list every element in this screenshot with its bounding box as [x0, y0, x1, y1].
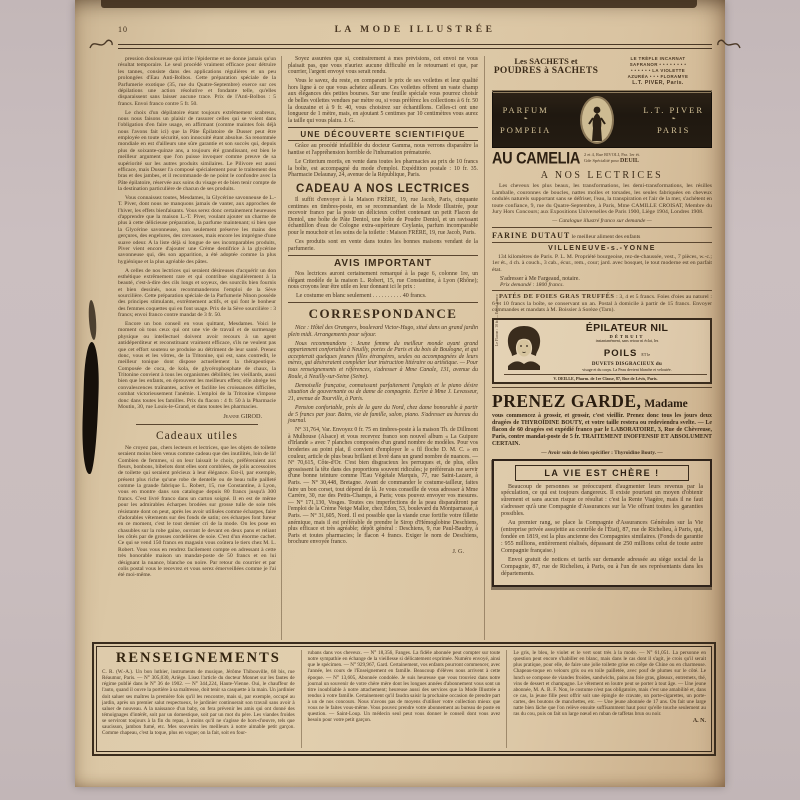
flourish-right-icon	[716, 36, 742, 52]
villeneuve-price: Prix demandé : 1800 francs.	[500, 281, 564, 288]
lectrices-heading: A NOS LECTRICES	[540, 170, 664, 182]
renseignements-text: C. R. (W.-A.). Un bon luthier, instruments de musique, Jérôme Thibouville, 68 bis, rue Réaumur, Paris. — N° 305,030, Ariège. Lisez l'article du docteur Monnet sur les fautes de régime publié dans le N° 36 de 1902. — N° 344,224, Haute-Vienne. Oui, le chauffeur de l'auto, quand il ouvre la portière à sa maîtresse, doit tenir sa casquette à la main. Un jardinier doit saluer ses maîtres la première fois qu'il les rencontre, mais si, par exemple, occupé au jardin, après un premier salut respectueux, le jardinier continuerait son travail sans avoir à saluer de nouveau. A la naissance d'un baby, on fera prévenir les amis qui ont donné des témoignages d'intérêt, soit par un domestique, soit par un mot du père. Les viandes froides se serviront toujours à la fin du repas, à moins qu'il ne s'agisse de hors-d'œuvre, tels que saucisson, jambon fumé, etc. Mes souvenirs les meilleurs à notre aimable petit garçon. Comme chapeau, c'est la toque, plus en vogue; on la fait, soit en four-	[102, 669, 295, 737]
renseignements-box	[96, 646, 712, 752]
pates-ad: PATÉS DE FOIES GRAS TRUFFÉS : 3, 4 et 5 francs. Foies d'oies au naturel : 6 et 10 francs la boîte, se conservant un an. Postal à domicile à partir de 15 francs. Envoyer commandes et mandats à M. Boissier à Sorèze (Tarn).	[492, 290, 712, 314]
piver-sachets-ad	[492, 56, 712, 87]
paper-sheet	[75, 0, 725, 787]
price-line: Le costume en blanc seulement . . . . . . . . . . 40 francs.	[296, 293, 427, 300]
villeneuve-heading: VILLENEUVE-s.-YONNE	[548, 245, 656, 253]
section-divider	[136, 424, 258, 425]
middle-column	[281, 56, 485, 640]
woman-portrait-illustration	[504, 324, 544, 370]
left-column	[118, 56, 281, 640]
article-paragraph: Soyez assurées que si, contrairement à mes prévisions, cet envoi ne vous plaisait pas, que vous n'auriez aucune difficulté en le retournant et que, par courrier, l'argent envoyé vous serait rendu.	[288, 56, 478, 76]
article-paragraph: Ne croyez pas, chers lecteurs et lectrices, que les objets de toilette seraient moins bien venus comme cadeau que des inutilités, loin de là! Combien de femmes, si on leur laissait le choix, préféreraient aux fleurs, bonbons, bibelots dont elles sont comblées, de jolis accessoires de toilette qui seraient précieux à leur élégance. Est-il, par exemple, présent plus riche qu'une robe de dentelle ou de beau tulle pailleté comme la grande fabrique L. Robert, 15, rue Constantine, à Lyon, vous en montre dans son catalogue depuis 80 francs jusqu'à 300 francs. C'est livré franco dans un carton soigné. Il en est de même pour les admirables écharpes brodées sur grosse tulle de soie très résistante dont on peut, après les avoir utilisées comme écharpes, faire d'adorables vêtements sur des fonds de satin; ces écharpes font fureur en ce moment, c'est le tout dernier cri de la mode. On les pose en chasubles sur la robe gaine, ouvrant le devant en deux pans et reliant les côtés par de grosses cordelières de soie. C'est d'un énorme cachet. Ce qui se vend 150 francs en magasin vous coûtera le tiers chez M. L. Robert. Vous vous en rendrez facilement compte en adressant à cette très honorable maison un mandat-poste de 50 francs et en lui désignant la nuance, blanche ou noire. Par retour du courrier et par colis postal vous le recevrez et vous serez émerveillées comme je l'ai été moi-même.	[118, 444, 276, 579]
article-paragraph: A celles de nos lectrices qui seraient désireuses d'acquérir un don esthétique extrêmement rare et qui contribue singulièrement à la beauté, c'est-à-dire des cils longs et soyeux, des sourcils bien fournis et bien dessinés, nous recommanderons l'emploi de la Sève sourcilière. Cette préparation spéciale de la Parfumerie Ninon possède des principes stimulants, extrêmement actifs, et qui font le bonheur des femmes coquettes qui en font usage. Prix de la Sève sourcilière : 3 francs; envoi franco contre mandat de 3 fr. 50.	[118, 267, 276, 319]
prenez-garde-body: vous commencez à grossir, et grossir, c'est vieillir. Prenez donc tous les jours deux dragées de THYROÏDINE BOUTY, et votre taille restera ou redeviendra svelte. — Le flacon de 60 dragées est expédié franco par le LABORATOIRE, 3, Rue de Chèvreuse, Paris, contre mandat-poste de 5 fr. TRAITEMENT INOFFENSIF ET ABSOLUMENT CERTAIN.	[492, 412, 712, 448]
renseignements-text: rubans dans vos cheveux. — N° 18,356, Fanges. La fidèle abonnée peut compter sur toute notre sympathie en échange de la vieillesse si délicatement exprimée. Numéro envoyé, ainsi que le spécimen. — N° 929,967, Gard. Certainement, vos enfants pourront commencer, avec l'année, les cours de l'Enseignement en famille. Beaucoup d'élèves nous arrivent à cette époque. — N° 13,605, Abonnée condolée. Je suis heureuse que vous trouviez dans notre journal un souvenir de votre chère mère dont les longues années d'abonnement vous sont un titre inoubliable à notre attachement; heureuse aussi des services que la Mode Illustrée a rendus à votre famille. Certainement qu'il faudra saisir la prochaine occasion de prendre part à un de nos concours. Nous n'avons pas de moyens d'utiliser votre collection mieux que vous ne le faites vous-même. Vous pouvez prendre votre abonnement au bureau de poste en question. — Saint-Loup. Un médecin seul peut vous donner le conseil dont vous avez besoin pour votre petit garçon.	[307, 650, 501, 724]
prenez-garde-ad: PRENEZ GARDE, Madame vous commencez à grossir, et grossir, c'est vieillir. Prenez donc tous les jours deux dragées de THYROÏDINE BOUTY, et votre taille restera ou redeviendra svelte. — Le flacon de 60 dragées est expédié franco par le LABORATOIRE, 3, Rue de Chèvreuse, Paris, contre mandat-poste de 5 fr. TRAITEMENT INOFFENSIF ET ABSOLUMENT CERTAIN. — Avoir soin de bien spécifier : Thyroïdine Bouty. —	[492, 387, 712, 456]
article-paragraph: Ces produits sont en vente dans toutes les bonnes maisons vendant de la parfumerie.	[288, 238, 478, 252]
article-paragraph: Vous connaissez toutes, Mesdames, la Glycérine savonneuse de L.-T. Piver, dont nous ne manquons jamais de vanter, aux approches de l'hiver, les effets bienfaisants. Vous serez donc certainement heureuses d'apprendre que la maison L.-T. Piver, voulant ajouter un charme de plus à cette délicieuse préparation, la parfume maintenant; si bien que la Glycérine savonneuse, non seulement préserve les mains des gerçures, des engelures, des crevasses, mais encore les imprègne d'une suave odeur. A la liste déjà si longue de ses incomparables produits, Piver vient encore d'ajouter une Crème dentifrice à la glycérine savonneuse qui, dès son apparition, a été adoptée comme la plus hygiénique et la plus agréable des pâtes.	[118, 194, 276, 265]
correspondence-item: Pension confortable, près de la gare du Nord, chez dame honorable à partir de 5 francs par jour. Bains, vie de famille, salon, piano. S'adresser au bureau du journal.	[288, 404, 478, 425]
farine-brand: FARINE DUTAUT	[492, 230, 571, 240]
header-rule	[118, 44, 712, 49]
prenez-garde-note: — Avoir soin de bien spécifier : Thyroïdine Bouty. —	[541, 449, 663, 456]
piver-sachets-title: Les SACHETS et POUDRES à SACHETS	[493, 56, 599, 76]
epilateur-poils: POILS	[603, 348, 638, 360]
villeneuve-contact: S'adresser à Me Fargeaud, notaire.	[500, 275, 580, 282]
pompeia-right-text: L.T. PIVER ❧ PARIS	[643, 104, 704, 135]
vie-chere-paragraph: Envoi gratuit de notices et tarifs sur demande adressée au siège social de la Compagnie, 87, rue de Richelieu, à Paris, ou à l'un de ses représentants dans les départements.	[501, 556, 703, 577]
piver-brand-list: LE TRÈFLE INCARNAT SAFRANOR • • • • • • • • • • • • • • LA VIOLETTE AZURÉA • • • FLORAMYE L.T. PIVER, Paris.	[604, 56, 712, 87]
author-signature: Jeanne GIROD.	[223, 412, 262, 420]
flourish-left-icon	[88, 36, 114, 52]
pates-lead: PATÉS DE FOIES GRAS TRUFFÉS	[499, 293, 615, 301]
epilateur-nil-ad: Le Flacon : 10 fr. — Envoi franco ÉPILATEUR NIL DÉTRUIT instantanément, sans retour ni éclat, les POILS ET le DUVETS DISGRACIEUX du visage et du corps. La Peau devient blanche et veloutée. V. DEILLE, Pharm. de 1re Classe, 87, Rue de Lévis, Paris.	[492, 318, 712, 384]
villeneuve-body: 134 kilomètres de Paris. P. L. M. Propriété bourgeoise, rez-de-chaussée, vest., 7 pièces, w.-c.; 1er ét., 4 ch. à couch., 3 cab., écur., rem., cour; jard. avec bosquet, le tout moderne est en parfait état.	[492, 253, 712, 273]
page-content	[102, 25, 712, 752]
renseignements-text: Le gris, le bleu, le violet et le vert sont très à la mode. — N° 61,051. La personne en question peut encore s'habiller en blanc, mais dans le cas dont il s'agit, je crois qu'il serait plus pratique, pour elle, de faire une jolie toilette grise en crêpe de Chine ou en charmeuse. Chapeau-toque en velours gris ou en toile pailletée, avec pouf de plumes sur le côté. Le lunch se compose de viandes froides, sandwichs, pains au foie gras, gâteaux, entremets, thé, vins de dessert et champagne. Le vêtement en loutre peut se porter à tout âge. — Une jeune abonnée, M. A. B. F. Non, le costume n'est pas obligatoire, mais c'est une amabilité et, dans ce cas, la jeune fille peut offrir soit une épingle de cravate, un porte-cigarettes, un porte-cartes, des boutons de manchettes, etc. — Une jeune abonnée de 17 ans. On fait une large natte bien lâche que l'on relève ensuite suffisamment haut pour qu'elle touche seulement au ras du cou, puis on fait un large nœud en ruban de taffetas brun ou noir.	[513, 650, 707, 718]
vie-chere-paragraph: Beaucoup de personnes se préoccupent d'augmenter leurs revenus par la spéculation, ce qui est toujours dangereux. Il existe pourtant un moyen d'obtenir sûrement et sans aucun risque ce résultat : c'est la Rente Viagère, mais il ne faut s'adresser qu'à une Compagnie d'Assurances sur la Vie offrant toutes les garanties possibles.	[501, 483, 703, 517]
farine-dutaut-ad: FARINE DUTAUT le meilleur aliment des enfants	[492, 227, 712, 243]
article-paragraph: Nos lectrices auront certainement remarqué à la page 6, colonne 1re, un élégant modèle de la maison L. Robert, 15, rue Constantine, à Lyon (Rhône); nous croyons leur être utile en leur donnant ici le prix :	[288, 271, 478, 291]
pompeia-left-text: PARFUM ❧ POMPEIA	[500, 104, 552, 135]
correspondence-item: Nous recommandons : Jeune femme du meilleur monde ayant grand appartement confortable à Neuilly, portes de Paris et du bois de Boulogne, et qui accepterait quelques jeunes filles étrangères, seules ou accompagnées de leurs mères, qui désireraient compléter leur instruction littéraire ou artistique. — Pour tous renseignements et références, s'adresser à Mme Canale, 131, avenue du Roule, à Neuilly-sur-Seine (Seine).	[288, 340, 478, 380]
renseignements-signature: A. N.	[692, 718, 707, 725]
editor-signature: J. G.	[452, 548, 464, 556]
article-paragraph: Grâce au procédé infaillible du docteur Gamma, nous verrons disparaître la hantise et l'appréhension horrible de l'inhumation prématurée.	[288, 143, 478, 157]
vie-chere-ad	[492, 459, 712, 587]
epilateur-title: ÉPILATEUR NIL	[585, 321, 669, 334]
epilateur-side-note: Le Flacon : 10 fr. — Envoi franco	[495, 293, 499, 346]
renseignements-column	[506, 650, 706, 748]
camelia-name: AU CAMELIA	[492, 149, 581, 169]
correspondence-item: Demoiselle française, connaissant parfaitement l'anglais et le piano désire situation de gouvernante ou de dame de compagnie. Écrire à Mme J. Levasseur, 21, avenue de Tourville, à Paris.	[288, 382, 478, 402]
pompeia-banner-ad	[492, 90, 712, 148]
pompeia-figure-illustration	[580, 96, 614, 144]
ornament-icon: ❧	[523, 117, 528, 123]
page-title: LA MODE ILLUSTRÉE	[334, 25, 496, 35]
correspondence-item: Nice : Hôtel des Orangers, boulevard Victor-Hugo, situé dans un grand jardin plein midi. Arrangements pour séjour.	[288, 324, 478, 338]
scan-ink-smudge-artifact	[88, 300, 98, 340]
scan-top-edge-artifact	[101, 0, 697, 8]
article-paragraph: Le choix d'un dépilatoire étant toujours extrêmement scabreux, nous nous faisons un plaisir de rassurer celles qui se voient dans l'obligation d'en faire usage, en affirmant (comme maintes fois déjà nous l'avons fait ici) que la Pâte Épilatoire de Dusser peut être employée en toute sécurité, son innocuité étant absolue. Sa renommée mondiale en est d'ailleurs une sûre garantie et son succès qui, depuis plus de soixante-quinze ans, a toujours été grandissant, est bien le meilleur argument que l'on puisse invoquer comme preuve de sa supériorité sur les autres produits similaires. Le Pilivore est aussi efficace, mais Dusser l'a composé spécialement pour le traitement des bras et des jambes, et il recommande de ne point le confondre avec la Pâte épilatoire, réservée aux soins du visage et de bien tenir compte de la destination particulière de chacun de ses produits.	[118, 109, 276, 192]
renseignements-heading: RENSEIGNEMENTS	[115, 650, 281, 666]
camelia-ad	[492, 151, 712, 167]
article-paragraph: Le Criterium mortis, en vente dans toutes les pharmacies au prix de 10 francs la boîte, est accompagné du mode d'emploi. Expédition postale : 10 fr. 35. Pharmacie Delaunay, 24, avenue de la République, Paris.	[288, 159, 478, 179]
epilateur-pharmacy-line: V. DEILLE, Pharm. de 1re Classe, 87, Rue de Lévis, Paris.	[504, 374, 707, 381]
catalog-line: — Catalogue illustré franco sur demande —	[552, 218, 652, 225]
page-number: 10	[118, 25, 128, 34]
article-paragraph: Il suffit d'envoyer à la Maison FRÈRE, 19, rue Jacob, Paris, cinquante centimes en timbres-poste, en se recommandant de la Mode Illustrée, pour recevoir franco par la poste un délicieux coffret contenant un petit Flacon de Dentol, une boîte de Pâte Dentol, une boîte de Poudre Dentol, et un ravissant échantillon d'eau de Cologne extra-supérieure Ceylania, parfum incomparable pour le mouchoir et les soins de la toilette : Maison FRÈRE, 19, rue Jacob, Paris.	[288, 196, 478, 236]
renseignements-column	[301, 650, 501, 748]
scan-ink-blot-artifact	[81, 342, 101, 474]
right-column-ads	[485, 56, 712, 640]
discovery-heading: UNE DÉCOUVERTE SCIENTIFIQUE	[288, 127, 478, 141]
lectrices-body: Les cheveux les plus beaux, les transformations, les demi-transformations, les résilles Lamballe, couronnes de boucles, nattes molles et torsades, les seules fabriquées en cheveux ondulés naturels supportant sans se défriser, l'eau, la transpiration et l'air de la mer, s'achètent en toute confiance, 9, rue du Quatre-Septembre, à Paris, Mme CAMILLE CROISAT, Membre du Jury Hors Concours; aux Expositions Universelles de Paris 1900, Liège 1904, Londres 1908.	[492, 183, 712, 216]
article-paragraph: Vous le savez, du reste, en comparant le prix de ses voilettes et leur qualité hors ligne à ce que vous achetez ailleurs. Ces voilettes offrent un vaste champ aux élégances des petites bourses. Sur une feuille spéciale vous pourrez choisir de belles voilettes vendues par mètre ou, si vous préférez les collections à 6 fr. 50 la douzaine et à 9 fr. 40, vous choisirez sur échantillons. Celles-ci ont une longueur de 1 mètre, mais, en ajoutant 5 centimes par 10 centimètres vous aurez la taille qui vous plaira. J. G.	[288, 78, 478, 124]
article-paragraph: Encore un bon conseil en vous quittant, Mesdames. Voici le moment où tous ceux qui ont une vie de travail et de surmenage physique ou intellectuel doivent avoir recours à un agent antidéperditeur et reconstituant vraiment efficace, s'ils ne veulent pas que cet effort soutenu se produise au détriment de leur santé. Prenez donc, vous et les vôtres, de la Tritonine, qui est, sans contredit, le meilleur tonique dont dispose actuellement la thérapeutique. Composée de coca, de kola, de glycérophosphate de chaux, la Tritonine convient à tous les organismes débilités; les vieillards, aussi bien que les enfants, en éprouvent les meilleurs effets; elle abrège les convalescences traînantes, active et facilite les croissances difficiles, combat victorieusement l'anémie. L'emploi de la Tritonine s'impose donc dans toutes les familles. Prix du flacon : 4 fr. 50 à la Pharmacie Moutin, 30, rue Louis-le-Grand, et dans toutes les pharmacies.	[118, 321, 276, 410]
columns	[118, 56, 712, 640]
camelia-address: 2 et 4, Rue RIVOLI, Par. 1er ét. Gde Spécialité pour DEUIL	[584, 152, 640, 164]
gift-heading: CADEAU A NOS LECTRICES	[296, 182, 470, 195]
correspondence-heading: CORRESPONDANCE	[288, 302, 478, 322]
notice-heading: AVIS IMPORTANT	[288, 255, 478, 269]
renseignements-column	[102, 650, 295, 748]
vie-chere-paragraph: Au premier rang, se place la Compagnie d'Assurances Générales sur la Vie (entreprise privée assujettie au contrôle de l'État), 87, rue de Richelieu, à Paris, qui, fondée en 1819, est la plus ancienne des Compagnies similaires. (Fonds de garantie : 955 millions, entièrement réalisés, dépassant de 250 millions celui de toute autre Compagnie française.)	[501, 520, 703, 554]
page-header	[118, 25, 712, 40]
gifts-section-heading: Cadeaux utiles	[155, 429, 239, 442]
prenez-garde-title: PRENEZ GARDE,	[492, 390, 642, 411]
vie-chere-heading: LA VIE EST CHÈRE !	[515, 465, 689, 481]
correspondence-replies: N° 31,764, Var. Envoyez 0 fr. 75 en timbres-poste à la maison Th. de Dillmont à Mulhouse (Alsace) et vous recevrez franco son nouvel album « La Guipure d'Irlande » avec 7 planches composées d'un grand nombre de modèles. Pour vos broderies au point plat, il convient d'employer le « fil floche D. M. C. » en couleur, article de plus beau brillant et livré dans un grand nombre de nuances. — N° 70,615, Côte-d'Or. C'est bien disgracieux les perruques et, de plus, elles grossissent la tête dans des proportions souvent ridicules; je préférerais me servir d'une bonne teinture comme l'Eau Végétale Marquis, 77, rue Saint-Lazare, à Paris. — N° 30,448, Bretagne. Avant de commander le costume-tailleur, faites faire un bon corset, tout dépend de là. Je vous conseille de vous adresser à Mme Carrère, 30, rue des Petits-Champs, à Paris; vous pouvez envoyer vos mesures. — N° 171,130, Vosges. Toutes ces imperfections de la peau disparaîtront par l'emploi de la Crème Neige Mallor, chez Edon, 53, boulevard du Montparnasse, à Paris. — N° 31,605, Nord. Il est possible que la viande crue fortifie votre fillette anémique, mais il est préférable de prendre le Sirop d'Hémoglobine Deschiens, plus efficace et très agréable; dépôt général : Deschiens, 9, rue Paul-Baudry, à Paris et toutes pharmacies; le flacon 4 francs. Exiger le nom de Deschiens, brochure envoyée franco.	[288, 427, 478, 546]
piver-brand-signature: L.T. PIVER, Paris.	[632, 79, 684, 86]
article-paragraph: pression douloureuse qui irrite l'épiderme et ne donne jamais qu'un résultat temporaire. Le seul procédé vraiment efficace pour détruire les tannes, consiste dans des applications régulières et un peu prolongées d'Eau Anti-Bolbos. Cette préparation spéciale de la Parfumerie exotique (35, rue du Quatre-Septembre) exerce sur ces dépilations une action résolutive et fondante telle, qu'elles disparaissent sans laisser aucune trace. Prix de l'Anti-Bolbos : 5 francs. Envoi franco contre 5 fr. 50.	[118, 56, 276, 107]
ornament-icon: ❧	[671, 117, 676, 123]
